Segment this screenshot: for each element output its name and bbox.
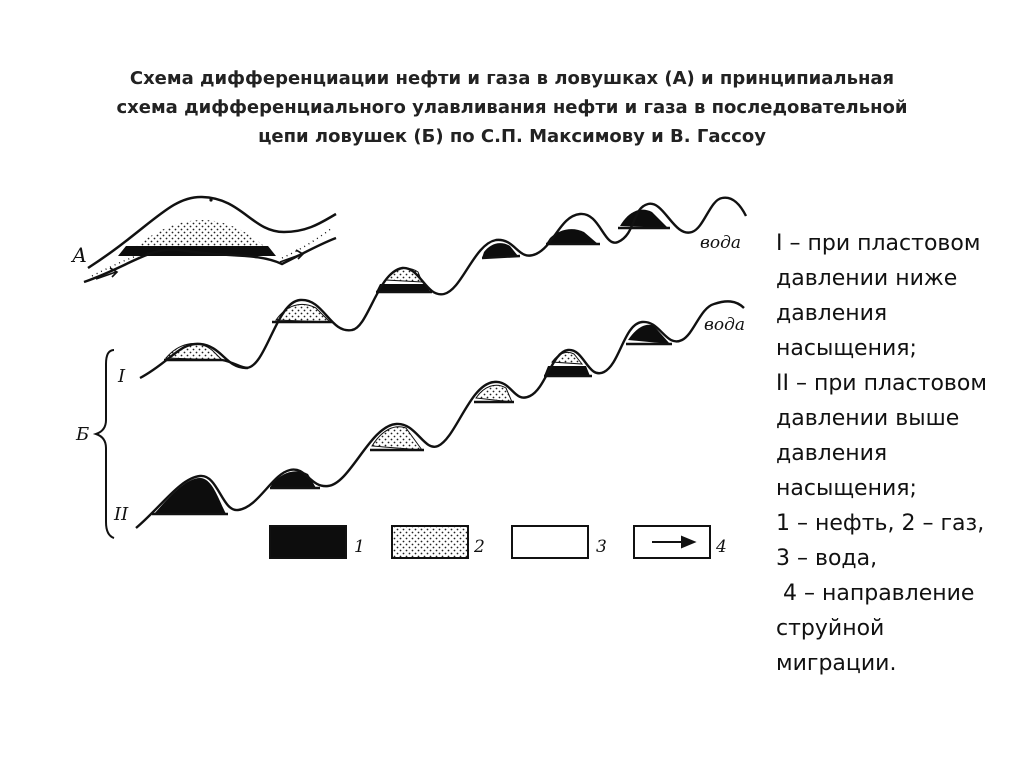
trap-a-top-mark: [209, 198, 212, 201]
legend-line: II – при пластовом: [776, 371, 987, 396]
legend-line: насыщения;: [776, 476, 917, 501]
legend-num-2: 2: [474, 537, 485, 557]
label-b: Б: [76, 424, 90, 445]
title-line-3: цепи ловушек (Б) по С.П. Максимову и В. Гассоу: [258, 126, 766, 147]
trap-a-oil: [118, 246, 276, 256]
legend-line: давления: [776, 441, 888, 466]
chain-2: [113, 301, 745, 528]
legend-water-box: [512, 526, 588, 558]
chain-2-trap-1-oil: [154, 478, 226, 514]
legend-num-4: 4: [716, 537, 727, 557]
label-chain-2: II: [114, 504, 129, 525]
label-chain-1: I: [118, 366, 126, 387]
legend-line: давлении выше: [776, 406, 960, 431]
title-line-2: схема дифференциального улавливания нефти и газа в последовательной: [116, 97, 908, 118]
legend-num-3: 3: [596, 537, 607, 557]
brace-b-shape: [96, 350, 114, 538]
symbol-legend: [270, 526, 727, 558]
legend-explanation: [776, 226, 1016, 681]
legend-oil-box: [270, 526, 346, 558]
legend-line: насыщения;: [776, 336, 917, 361]
legend-line: 4 – направление: [776, 581, 975, 606]
legend-gas-box: [392, 526, 468, 558]
water-label-1: вода: [700, 233, 742, 253]
legend-line: 1 – нефть, 2 – газ,: [776, 511, 985, 536]
chain-1-trap-6-oil: [620, 210, 668, 228]
water-label-2: вода: [704, 315, 746, 335]
title-line-1: Схема дифференциации нефти и газа в ловушках (А) и принципиальная: [129, 68, 895, 89]
brace-b: [75, 350, 114, 538]
chain-2-trap-2-oil: [270, 471, 316, 488]
trap-a-gas: [136, 220, 264, 246]
diagram-a: [70, 197, 336, 282]
legend-line: 3 – вода,: [776, 546, 878, 571]
legend-num-1: 1: [354, 537, 365, 557]
legend-line: струйной: [776, 616, 885, 641]
legend-line: I – при пластовом: [776, 231, 981, 256]
legend-line: миграции.: [776, 651, 897, 676]
legend-line: давления: [776, 301, 888, 326]
label-a: А: [72, 243, 88, 267]
chain-1-trap-1-gas: [166, 344, 222, 360]
legend-line: давлении ниже: [776, 266, 958, 291]
